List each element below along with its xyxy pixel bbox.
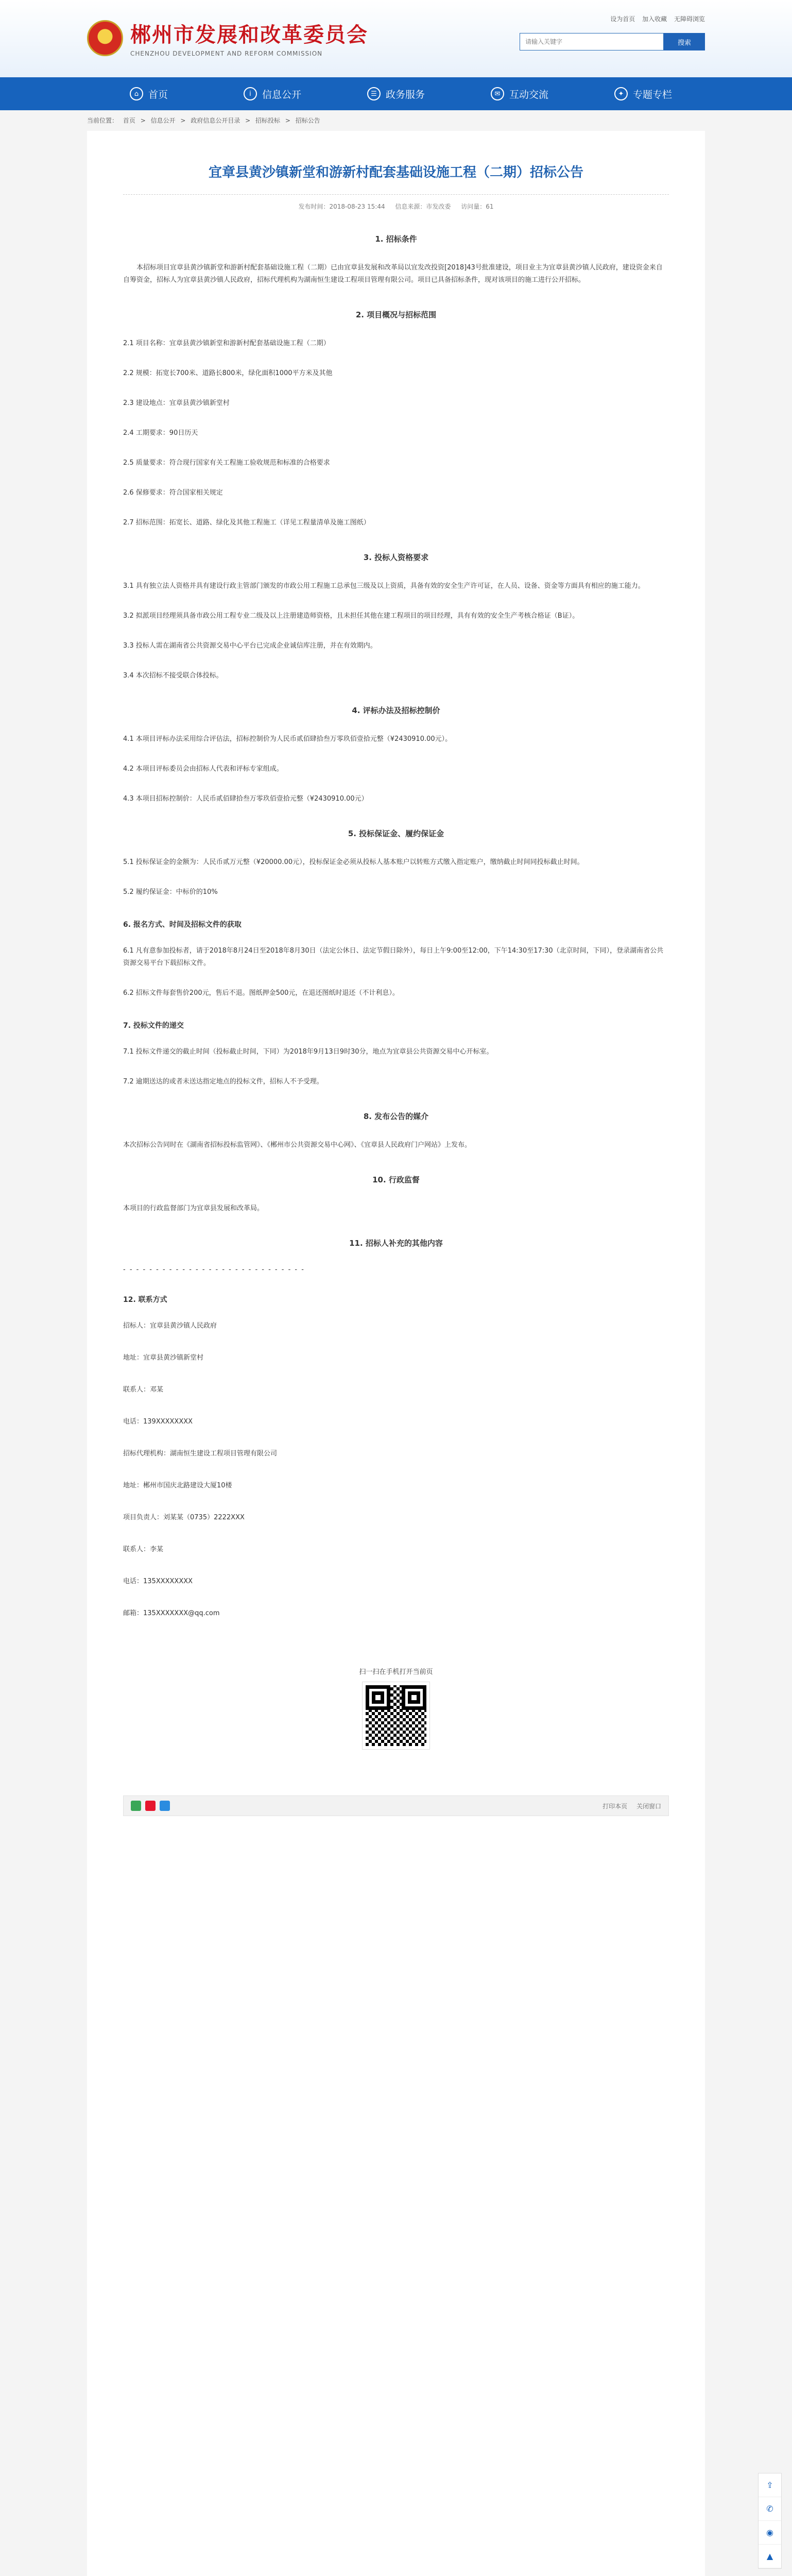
paragraph: 3.4 本次招标不接受联合体投标。: [123, 672, 223, 680]
breadcrumb-info[interactable]: 信息公开: [150, 117, 176, 124]
share-icons: [131, 1801, 170, 1811]
close-window-button[interactable]: 关闭窗口: [636, 1802, 661, 1810]
section-heading: 8. 发布公告的媒介: [363, 1112, 429, 1121]
paragraph: 5.1 投标保证金的金额为：人民币贰万元整（¥20000.00元），投标保证金必须从投标人基本账户以转账方式缴入指定账户，缴纳截止时间同投标截止时间。: [123, 858, 584, 866]
breadcrumb-current[interactable]: 招标公告: [295, 117, 320, 124]
site-subtitle: CHENZHOU DEVELOPMENT AND REFORM COMMISSION: [130, 50, 323, 57]
weibo-share-icon[interactable]: [145, 1801, 156, 1811]
breadcrumb-sep: >: [285, 117, 290, 124]
paragraph: 2.2 规模：拓宽长700米、道路长800米，绿化面积1000平方米及其他: [123, 369, 333, 377]
breadcrumb-bidding[interactable]: 招标投标: [255, 117, 281, 124]
paragraph: 6.2 招标文件每套售价200元，售后不退。图纸押金500元，在退还图纸时退还（不计利息）。: [123, 989, 399, 997]
contact-line: 联系人：李某: [123, 1546, 164, 1553]
article-title: 宜章县黄沙镇新堂和游新村配套基础设施工程（二期）招标公告: [123, 162, 669, 195]
nav-home[interactable]: ⌂ 首页: [87, 77, 211, 110]
chat-icon: ✉: [491, 87, 504, 100]
publish-time: 发布时间：2018-08-23 15:44: [298, 203, 385, 210]
nav-topic[interactable]: ✦ 专题专栏: [581, 77, 705, 110]
home-icon: ⌂: [130, 87, 143, 100]
qq-share-icon[interactable]: [160, 1801, 170, 1811]
search-input[interactable]: [520, 33, 664, 50]
section-heading: 2. 项目概况与招标范围: [355, 310, 437, 319]
paragraph: 4.2 本项目评标委员会由招标人代表和评标专家组成。: [123, 765, 283, 773]
top-links: [605, 14, 705, 23]
section-heading: 4. 评标办法及招标控制价: [352, 706, 440, 715]
breadcrumb-sep: >: [140, 117, 146, 124]
paragraph: 2.4 工期要求：90日历天: [123, 429, 198, 437]
nav-service[interactable]: ☰ 政务服务: [334, 77, 458, 110]
paragraph: 7.1 投标文件递交的截止时间（投标截止时间，下同）为2018年9月13日9时30分，地点为宜章县公共资源交易中心开标室。: [123, 1048, 493, 1056]
paragraph: 本招标项目宜章县黄沙镇新堂和游新村配套基础设施工程（二期）已由宜章县发展和改革局以宜发改投资[2018]43号批准建设，项目业主为宜章县黄沙镇人民政府，建设资金来自自筹资金，招标人为宜章县黄沙镇人民政府，招标代理机构为湖南恒生建设工程项目管理有限公司。项目已具备招标条件，现对该项目的施工进行公开招标。: [123, 264, 663, 284]
paragraph: 5.2 履约保证金：中标价的10%: [123, 888, 218, 896]
qr-block: [123, 1666, 669, 1749]
wechat-share-icon[interactable]: [131, 1801, 141, 1811]
section-heading: 11. 招标人补充的其他内容: [349, 1239, 443, 1248]
contact-line: 联系人：邓某: [123, 1386, 164, 1394]
contact-line: 电话：135XXXXXXXX: [123, 1578, 193, 1585]
breadcrumb: [87, 110, 705, 131]
section-heading: 1. 招标条件: [375, 234, 417, 244]
weibo-icon[interactable]: ◉: [759, 2521, 781, 2545]
paragraph: 2.1 项目名称：宜章县黄沙镇新堂和游新村配套基础设施工程（二期）: [123, 340, 330, 347]
main-nav: [0, 77, 792, 110]
top-link-favorite[interactable]: 加入收藏: [642, 15, 667, 23]
share-bar: [123, 1795, 669, 1816]
breadcrumb-home[interactable]: 首页: [123, 117, 135, 124]
contact-line: 项目负责人：刘某某（0735）2222XXX: [123, 1514, 245, 1521]
contact-line: 地址：郴州市国庆北路建设大厦10楼: [123, 1482, 232, 1489]
source: 信息来源：市发改委: [395, 203, 451, 210]
section-heading: 3. 投标人资格要求: [363, 553, 429, 562]
qr-code-icon: [363, 1682, 429, 1749]
qr-caption: 扫一扫在手机打开当前页: [359, 1668, 433, 1676]
divider-dashes: - - - - - - - - - - - - - - - - - - - - - - - - - - - -: [123, 1266, 305, 1274]
wechat-icon[interactable]: ✆: [759, 2497, 781, 2521]
topic-icon: ✦: [614, 87, 628, 100]
breadcrumb-label: 当前位置：: [87, 117, 118, 124]
service-icon: ☰: [367, 87, 381, 100]
view-count: 访问量：61: [461, 203, 494, 210]
paragraph: 3.2 拟派项目经理须具备市政公用工程专业二级及以上注册建造师资格，且未担任其他在建工程项目的项目经理，具有有效的安全生产考核合格证（B证）。: [123, 612, 579, 620]
contact-line: 招标代理机构：湖南恒生建设工程项目管理有限公司: [123, 1450, 278, 1458]
paragraph: 2.7 招标范围：拓宽长、道路、绿化及其他工程施工（详见工程量清单及施工图纸）: [123, 519, 370, 527]
contact-info: [123, 1320, 669, 1620]
contact-line: 地址：宜章县黄沙镇新堂村: [123, 1354, 204, 1362]
contact-line: 招标人：宜章县黄沙镇人民政府: [123, 1322, 217, 1330]
search-box: [520, 33, 705, 50]
paragraph: 4.1 本项目评标办法采用综合评估法，招标控制价为人民币贰佰肆拾叁万零玖佰壹拾元整（¥2430910.00元）。: [123, 735, 452, 743]
paragraph: 4.3 本项目招标控制价：人民币贰佰肆拾叁万零玖佰壹拾元整（¥2430910.00元）: [123, 795, 368, 803]
paragraph: 7.2 逾期送达的或者未送达指定地点的投标文件，招标人不予受理。: [123, 1078, 323, 1086]
floating-toolbar: [758, 2473, 782, 2569]
breadcrumb-catalog[interactable]: 政府信息公开目录: [191, 117, 240, 124]
contact-line: 邮箱：135XXXXXXX@qq.com: [123, 1609, 220, 1617]
paragraph: 本次招标公告同时在《湖南省招标投标监管网》、《郴州市公共资源交易中心网》、《宜章县人民政府门户网站》上发布。: [123, 1141, 472, 1149]
paragraph: 6.1 凡有意参加投标者，请于2018年8月24日至2018年8月30日（法定公休日、法定节假日除外），每日上午9:00至12:00，下午14:30至17:30（北京时间，下同），登录湖南省公共资源交易平台下载招标文件。: [123, 947, 664, 967]
subsection-heading: 6. 报名方式、时间及招标文件的获取: [123, 921, 242, 929]
nav-interact[interactable]: ✉ 互动交流: [458, 77, 581, 110]
breadcrumb-sep: >: [245, 117, 251, 124]
paragraph: 2.6 保修要求：符合国家相关规定: [123, 489, 223, 497]
section-heading: 5. 投标保证金、履约保证金: [348, 829, 444, 838]
site-logo[interactable]: [87, 19, 368, 57]
section-heading: 10. 行政监督: [372, 1175, 420, 1184]
nav-info[interactable]: i 信息公开: [211, 77, 334, 110]
print-button[interactable]: 打印本页: [602, 1802, 628, 1810]
paragraph: 3.3 投标人需在湖南省公共资源交易中心平台已完成企业诚信库注册，并在有效期内。: [123, 642, 377, 650]
paragraph: 2.3 建设地点：宜章县黄沙镇新堂村: [123, 399, 230, 407]
header: [0, 0, 792, 77]
share-icon[interactable]: ⇪: [759, 2473, 781, 2497]
paragraph: 本项目的行政监督部门为宜章县发展和改革局。: [123, 1205, 264, 1212]
subsection-heading: 7. 投标文件的递交: [123, 1022, 184, 1030]
subsection-heading: 12. 联系方式: [123, 1296, 167, 1304]
contact-line: 电话：139XXXXXXXX: [123, 1418, 193, 1426]
info-icon: i: [244, 87, 257, 100]
site-title: 郴州市发展和改革委员会: [130, 23, 368, 47]
paragraph: 3.1 具有独立法人资格并具有建设行政主管部门颁发的市政公用工程施工总承包三级及以上资质，具备有效的安全生产许可证，在人员、设备、资金等方面具有相应的施工能力。: [123, 582, 645, 590]
breadcrumb-sep: >: [180, 117, 186, 124]
back-to-top-icon[interactable]: ▲: [759, 2545, 781, 2568]
national-emblem-icon: ★: [87, 20, 123, 56]
article-container: [87, 131, 705, 2576]
paragraph: 2.5 质量要求：符合现行国家有关工程施工验收规范和标准的合格要求: [123, 459, 330, 467]
search-button[interactable]: 搜索: [664, 33, 705, 50]
top-link-accessible[interactable]: 无障碍浏览: [674, 15, 705, 23]
top-link-home[interactable]: 设为首页: [610, 15, 635, 23]
article-meta: [123, 202, 669, 211]
